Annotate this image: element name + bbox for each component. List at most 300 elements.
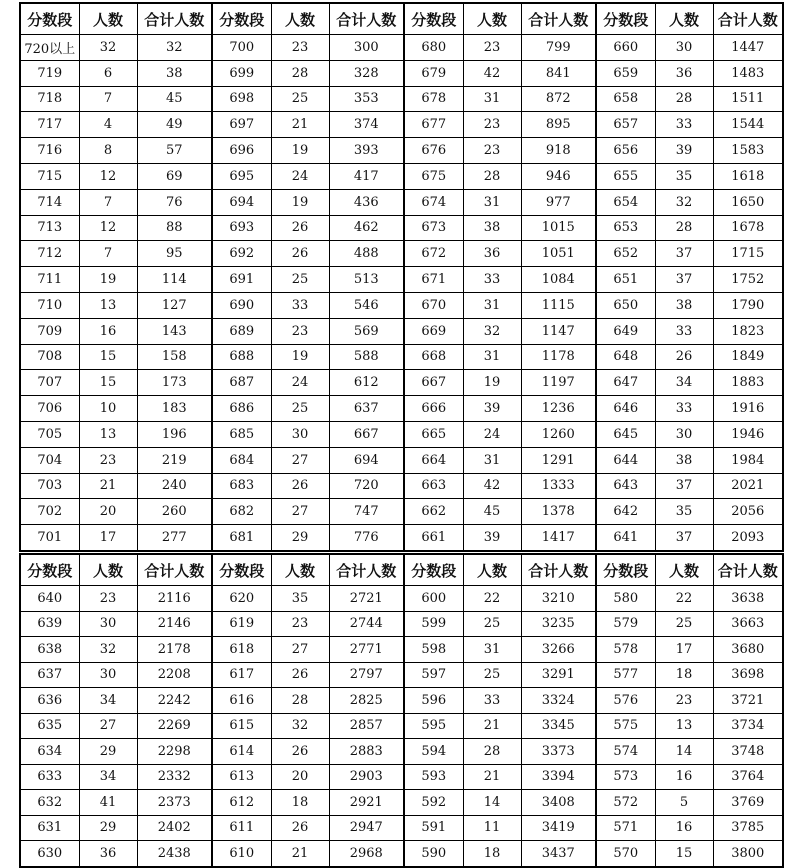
cumulative-cell: 49 [137, 112, 212, 138]
count-cell: 36 [655, 60, 713, 86]
score-cell: 617 [212, 662, 271, 688]
score-cell: 692 [212, 241, 271, 267]
column-header: 分数段 [596, 554, 655, 586]
cumulative-cell: 918 [521, 138, 596, 164]
score-table-bottom [19, 553, 784, 868]
count-cell: 37 [655, 525, 713, 551]
score-cell: 573 [596, 764, 655, 790]
count-cell: 21 [79, 473, 137, 499]
cumulative-cell: 1084 [521, 267, 596, 293]
cumulative-cell: 1916 [713, 396, 783, 422]
count-cell: 25 [463, 662, 521, 688]
cumulative-cell: 588 [329, 344, 404, 370]
cumulative-cell: 2242 [137, 688, 212, 714]
count-cell: 33 [655, 112, 713, 138]
count-cell: 39 [463, 525, 521, 551]
score-cell: 611 [212, 815, 271, 841]
score-cell: 720以上 [20, 35, 79, 61]
score-cell: 670 [404, 292, 463, 318]
count-cell: 23 [271, 318, 329, 344]
score-cell: 599 [404, 611, 463, 637]
count-cell: 27 [271, 637, 329, 663]
cumulative-cell: 3764 [713, 764, 783, 790]
count-cell: 36 [463, 241, 521, 267]
score-cell: 649 [596, 318, 655, 344]
table-row [20, 396, 783, 422]
score-cell: 679 [404, 60, 463, 86]
count-cell: 26 [271, 815, 329, 841]
count-cell: 42 [463, 60, 521, 86]
cumulative-cell: 2797 [329, 662, 404, 688]
cumulative-cell: 1236 [521, 396, 596, 422]
score-cell: 669 [404, 318, 463, 344]
score-cell: 638 [20, 637, 79, 663]
count-cell: 16 [79, 318, 137, 344]
score-cell: 642 [596, 499, 655, 525]
cumulative-cell: 3419 [521, 815, 596, 841]
score-cell: 681 [212, 525, 271, 551]
table-row [20, 713, 783, 739]
cumulative-cell: 3235 [521, 611, 596, 637]
score-cell: 691 [212, 267, 271, 293]
score-cell: 696 [212, 138, 271, 164]
count-cell: 31 [463, 292, 521, 318]
count-cell: 31 [463, 344, 521, 370]
score-cell: 579 [596, 611, 655, 637]
column-header: 分数段 [404, 554, 463, 586]
cumulative-cell: 1147 [521, 318, 596, 344]
score-cell: 680 [404, 35, 463, 61]
count-cell: 7 [79, 241, 137, 267]
cumulative-cell: 3437 [521, 841, 596, 867]
cumulative-cell: 3663 [713, 611, 783, 637]
count-cell: 17 [655, 637, 713, 663]
column-header: 合计人数 [137, 554, 212, 586]
score-cell: 699 [212, 60, 271, 86]
cumulative-cell: 2857 [329, 713, 404, 739]
count-cell: 38 [463, 215, 521, 241]
count-cell: 32 [655, 189, 713, 215]
score-cell: 651 [596, 267, 655, 293]
cumulative-cell: 143 [137, 318, 212, 344]
score-cell: 712 [20, 241, 79, 267]
column-header: 合计人数 [329, 3, 404, 35]
count-cell: 33 [655, 396, 713, 422]
cumulative-cell: 1417 [521, 525, 596, 551]
cumulative-cell: 3680 [713, 637, 783, 663]
count-cell: 30 [79, 611, 137, 637]
count-cell: 12 [79, 163, 137, 189]
score-cell: 700 [212, 35, 271, 61]
count-cell: 30 [271, 421, 329, 447]
column-header: 人数 [79, 554, 137, 586]
score-cell: 590 [404, 841, 463, 867]
cumulative-cell: 2208 [137, 662, 212, 688]
column-header: 人数 [271, 554, 329, 586]
cumulative-cell: 127 [137, 292, 212, 318]
count-cell: 28 [655, 215, 713, 241]
count-cell: 38 [655, 292, 713, 318]
count-cell: 13 [655, 713, 713, 739]
cumulative-cell: 2402 [137, 815, 212, 841]
cumulative-cell: 277 [137, 525, 212, 551]
cumulative-cell: 219 [137, 447, 212, 473]
cumulative-cell: 1618 [713, 163, 783, 189]
count-cell: 13 [79, 292, 137, 318]
cumulative-cell: 114 [137, 267, 212, 293]
score-cell: 715 [20, 163, 79, 189]
count-cell: 27 [271, 499, 329, 525]
count-cell: 19 [271, 189, 329, 215]
cumulative-cell: 3266 [521, 637, 596, 663]
cumulative-cell: 374 [329, 112, 404, 138]
count-cell: 35 [655, 163, 713, 189]
count-cell: 26 [271, 473, 329, 499]
score-cell: 648 [596, 344, 655, 370]
cumulative-cell: 3345 [521, 713, 596, 739]
score-cell: 709 [20, 318, 79, 344]
cumulative-cell: 2947 [329, 815, 404, 841]
score-cell: 665 [404, 421, 463, 447]
score-cell: 674 [404, 189, 463, 215]
table-row [20, 35, 783, 61]
score-cell: 659 [596, 60, 655, 86]
score-cell: 656 [596, 138, 655, 164]
count-cell: 14 [655, 739, 713, 765]
cumulative-cell: 1260 [521, 421, 596, 447]
cumulative-cell: 1015 [521, 215, 596, 241]
cumulative-cell: 637 [329, 396, 404, 422]
score-cell: 716 [20, 138, 79, 164]
cumulative-cell: 720 [329, 473, 404, 499]
count-cell: 19 [271, 344, 329, 370]
count-cell: 24 [271, 163, 329, 189]
count-cell: 19 [79, 267, 137, 293]
score-cell: 687 [212, 370, 271, 396]
count-cell: 37 [655, 267, 713, 293]
cumulative-cell: 69 [137, 163, 212, 189]
cumulative-cell: 488 [329, 241, 404, 267]
count-cell: 31 [463, 86, 521, 112]
count-cell: 16 [655, 815, 713, 841]
score-cell: 612 [212, 790, 271, 816]
cumulative-cell: 3721 [713, 688, 783, 714]
score-cell: 675 [404, 163, 463, 189]
cumulative-cell: 2056 [713, 499, 783, 525]
count-cell: 26 [271, 739, 329, 765]
score-cell: 610 [212, 841, 271, 867]
cumulative-cell: 895 [521, 112, 596, 138]
cumulative-cell: 1511 [713, 86, 783, 112]
table-row [20, 292, 783, 318]
cumulative-cell: 2373 [137, 790, 212, 816]
count-cell: 33 [655, 318, 713, 344]
count-cell: 32 [463, 318, 521, 344]
count-cell: 37 [655, 241, 713, 267]
cumulative-cell: 1544 [713, 112, 783, 138]
count-cell: 33 [463, 267, 521, 293]
count-cell: 35 [271, 586, 329, 612]
cumulative-cell: 667 [329, 421, 404, 447]
column-header: 分数段 [20, 3, 79, 35]
cumulative-cell: 417 [329, 163, 404, 189]
count-cell: 27 [271, 447, 329, 473]
column-header: 分数段 [212, 554, 271, 586]
column-header: 分数段 [212, 3, 271, 35]
cumulative-cell: 1790 [713, 292, 783, 318]
count-cell: 34 [655, 370, 713, 396]
cumulative-cell: 3769 [713, 790, 783, 816]
cumulative-cell: 2269 [137, 713, 212, 739]
cumulative-cell: 3291 [521, 662, 596, 688]
score-cell: 636 [20, 688, 79, 714]
cumulative-cell: 2298 [137, 739, 212, 765]
cumulative-cell: 694 [329, 447, 404, 473]
count-cell: 18 [463, 841, 521, 867]
count-cell: 19 [271, 138, 329, 164]
score-cell: 704 [20, 447, 79, 473]
count-cell: 29 [79, 815, 137, 841]
cumulative-cell: 2116 [137, 586, 212, 612]
count-cell: 28 [271, 688, 329, 714]
score-cell: 673 [404, 215, 463, 241]
table-row [20, 370, 783, 396]
table-body [20, 586, 783, 867]
cumulative-cell: 872 [521, 86, 596, 112]
count-cell: 22 [655, 586, 713, 612]
cumulative-cell: 1946 [713, 421, 783, 447]
count-cell: 4 [79, 112, 137, 138]
cumulative-cell: 3394 [521, 764, 596, 790]
table-row [20, 86, 783, 112]
score-cell: 660 [596, 35, 655, 61]
score-cell: 615 [212, 713, 271, 739]
table-body [20, 35, 783, 551]
column-header: 合计人数 [329, 554, 404, 586]
cumulative-cell: 260 [137, 499, 212, 525]
count-cell: 32 [79, 35, 137, 61]
cumulative-cell: 2332 [137, 764, 212, 790]
score-cell: 618 [212, 637, 271, 663]
count-cell: 32 [271, 713, 329, 739]
cumulative-cell: 3324 [521, 688, 596, 714]
count-cell: 23 [463, 138, 521, 164]
count-cell: 17 [79, 525, 137, 551]
score-cell: 580 [596, 586, 655, 612]
count-cell: 21 [463, 764, 521, 790]
column-header: 合计人数 [713, 3, 783, 35]
score-cell: 571 [596, 815, 655, 841]
cumulative-cell: 32 [137, 35, 212, 61]
column-header: 合计人数 [521, 3, 596, 35]
cumulative-cell: 3785 [713, 815, 783, 841]
count-cell: 30 [79, 662, 137, 688]
table-row [20, 499, 783, 525]
cumulative-cell: 3408 [521, 790, 596, 816]
cumulative-cell: 2146 [137, 611, 212, 637]
cumulative-cell: 546 [329, 292, 404, 318]
table-row [20, 267, 783, 293]
cumulative-cell: 513 [329, 267, 404, 293]
cumulative-cell: 1752 [713, 267, 783, 293]
score-cell: 678 [404, 86, 463, 112]
score-cell: 572 [596, 790, 655, 816]
count-cell: 23 [79, 586, 137, 612]
count-cell: 18 [271, 790, 329, 816]
cumulative-cell: 1483 [713, 60, 783, 86]
count-cell: 28 [271, 60, 329, 86]
cumulative-cell: 1984 [713, 447, 783, 473]
count-cell: 30 [655, 421, 713, 447]
count-cell: 15 [655, 841, 713, 867]
count-cell: 28 [463, 163, 521, 189]
score-cell: 645 [596, 421, 655, 447]
score-cell: 666 [404, 396, 463, 422]
cumulative-cell: 1650 [713, 189, 783, 215]
cumulative-cell: 353 [329, 86, 404, 112]
cumulative-cell: 3734 [713, 713, 783, 739]
score-cell: 688 [212, 344, 271, 370]
count-cell: 32 [79, 637, 137, 663]
score-cell: 619 [212, 611, 271, 637]
score-cell: 575 [596, 713, 655, 739]
score-cell: 711 [20, 267, 79, 293]
count-cell: 23 [463, 35, 521, 61]
table-row [20, 586, 783, 612]
score-cell: 701 [20, 525, 79, 551]
table-row [20, 525, 783, 551]
score-cell: 600 [404, 586, 463, 612]
count-cell: 42 [463, 473, 521, 499]
cumulative-cell: 2968 [329, 841, 404, 867]
count-cell: 24 [463, 421, 521, 447]
score-cell: 677 [404, 112, 463, 138]
score-cell: 634 [20, 739, 79, 765]
score-cell: 714 [20, 189, 79, 215]
cumulative-cell: 977 [521, 189, 596, 215]
table-row [20, 688, 783, 714]
table-header [20, 554, 783, 586]
count-cell: 11 [463, 815, 521, 841]
cumulative-cell: 328 [329, 60, 404, 86]
score-cell: 633 [20, 764, 79, 790]
cumulative-cell: 393 [329, 138, 404, 164]
table-row [20, 241, 783, 267]
score-cell: 614 [212, 739, 271, 765]
score-cell: 647 [596, 370, 655, 396]
score-cell: 713 [20, 215, 79, 241]
count-cell: 21 [463, 713, 521, 739]
count-cell: 28 [463, 739, 521, 765]
table-row [20, 163, 783, 189]
score-cell: 655 [596, 163, 655, 189]
cumulative-cell: 1333 [521, 473, 596, 499]
count-cell: 29 [271, 525, 329, 551]
table-row [20, 215, 783, 241]
score-cell: 705 [20, 421, 79, 447]
score-cell: 657 [596, 112, 655, 138]
count-cell: 37 [655, 473, 713, 499]
count-cell: 21 [271, 841, 329, 867]
score-cell: 695 [212, 163, 271, 189]
count-cell: 25 [655, 611, 713, 637]
count-cell: 23 [271, 611, 329, 637]
count-cell: 8 [79, 138, 137, 164]
score-cell: 652 [596, 241, 655, 267]
cumulative-cell: 2883 [329, 739, 404, 765]
table-row [20, 318, 783, 344]
score-cell: 694 [212, 189, 271, 215]
cumulative-cell: 88 [137, 215, 212, 241]
count-cell: 34 [79, 764, 137, 790]
cumulative-cell: 2021 [713, 473, 783, 499]
cumulative-cell: 2771 [329, 637, 404, 663]
count-cell: 7 [79, 86, 137, 112]
table-row [20, 739, 783, 765]
cumulative-cell: 776 [329, 525, 404, 551]
score-cell: 684 [212, 447, 271, 473]
score-cell: 643 [596, 473, 655, 499]
cumulative-cell: 799 [521, 35, 596, 61]
count-cell: 23 [463, 112, 521, 138]
count-cell: 33 [463, 688, 521, 714]
cumulative-cell: 38 [137, 60, 212, 86]
score-cell: 676 [404, 138, 463, 164]
score-cell: 685 [212, 421, 271, 447]
count-cell: 35 [655, 499, 713, 525]
score-cell: 631 [20, 815, 79, 841]
table-row [20, 637, 783, 663]
cumulative-cell: 2744 [329, 611, 404, 637]
column-header: 人数 [79, 3, 137, 35]
cumulative-cell: 1678 [713, 215, 783, 241]
count-cell: 45 [463, 499, 521, 525]
score-cell: 697 [212, 112, 271, 138]
score-cell: 593 [404, 764, 463, 790]
score-cell: 698 [212, 86, 271, 112]
cumulative-cell: 196 [137, 421, 212, 447]
score-cell: 596 [404, 688, 463, 714]
column-header: 人数 [463, 554, 521, 586]
table-row [20, 815, 783, 841]
cumulative-cell: 2903 [329, 764, 404, 790]
table-row [20, 344, 783, 370]
score-cell: 690 [212, 292, 271, 318]
count-cell: 24 [271, 370, 329, 396]
score-cell: 664 [404, 447, 463, 473]
cumulative-cell: 158 [137, 344, 212, 370]
cumulative-cell: 612 [329, 370, 404, 396]
score-cell: 592 [404, 790, 463, 816]
column-header: 人数 [655, 3, 713, 35]
cumulative-cell: 57 [137, 138, 212, 164]
score-cell: 661 [404, 525, 463, 551]
table-row [20, 790, 783, 816]
cumulative-cell: 1715 [713, 241, 783, 267]
table-row [20, 421, 783, 447]
cumulative-cell: 1447 [713, 35, 783, 61]
cumulative-cell: 2438 [137, 841, 212, 867]
count-cell: 7 [79, 189, 137, 215]
score-cell: 658 [596, 86, 655, 112]
cumulative-cell: 1291 [521, 447, 596, 473]
score-cell: 668 [404, 344, 463, 370]
count-cell: 26 [271, 215, 329, 241]
table-row [20, 611, 783, 637]
score-cell: 578 [596, 637, 655, 663]
count-cell: 26 [271, 662, 329, 688]
score-cell: 708 [20, 344, 79, 370]
